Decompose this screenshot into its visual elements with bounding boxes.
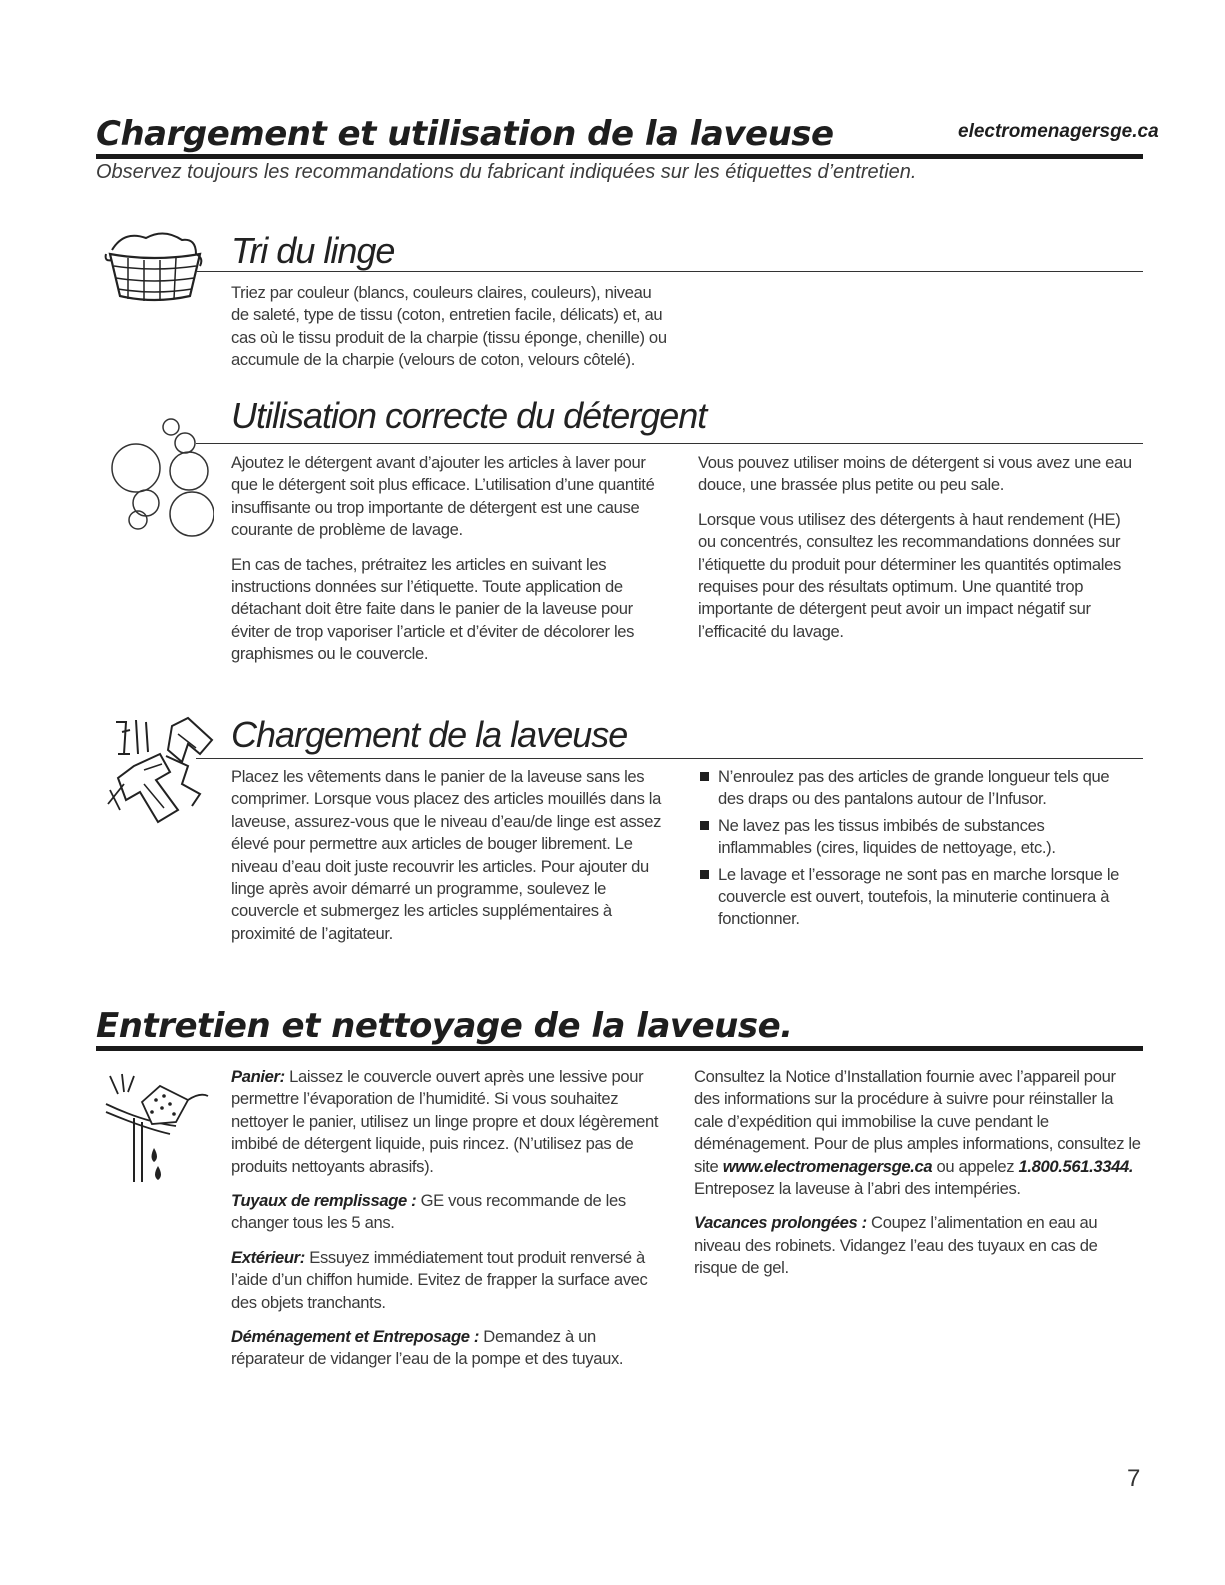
tuyaux-label: Tuyaux de remplissage : (231, 1191, 417, 1211)
bullet-square-icon (700, 870, 709, 879)
exterieur-paragraph (231, 1247, 671, 1314)
chargement-text: Placez les vêtements dans le panier de la laveuse sans les comprimer. Lorsque vous placez des articles mouillés dans la laveuse, assurez-vous que le niveau d’eau/de linge est assez élevé pour permettre aux articles de bouger librement. Le niveau d’eau doit juste recouvrir les articles. Pour ajouter du linge après avoir démarré un programme, soulevez le couvercle et submergez les articles supplémentaires à proximité de l’agitateur. (231, 767, 662, 943)
detergent-paragraph-4: Lorsque vous utilisez des détergents à haut rendement (HE) ou concentrés, consultez les recommandations données sur l’étiquette du produit pour déterminer les quantités optimales requises pour des résultats optimum. Une quantité trop importante de détergent peut avoir un impact négatif sur l’efficacité du lavage. (698, 509, 1121, 641)
demenagement-paragraph (231, 1326, 671, 1371)
detergent-paragraph-2: En cas de taches, prétraitez les articles en suivant les instructions données sur l’étiquette. Toute application de détachant doit être faite dans le panier de la laveuse pour éviter de trop vaporiser l’article et d’éviter de décolorer les graphismes ou le couvercle. (231, 554, 635, 664)
bullet-item (698, 815, 1138, 860)
page-number: 7 (1127, 1465, 1141, 1492)
section-title-entretien: Entretien et nettoyage de la laveuse. (96, 1006, 793, 1046)
detergent-right-column (698, 452, 1138, 655)
panier-text: Laissez le couvercle ouvert après une lessive pour permettre l’évaporation de l’humidité. Si vous souhaitez nettoyer le panier, utilisez un linge propre et doux légèrement imbibé de détergent liquide, puis rincez. (N’utilisez pas de produits nettoyants abrasifs). (231, 1067, 659, 1176)
entretien-right-column (694, 1066, 1142, 1292)
tuyaux-paragraph (231, 1190, 671, 1235)
demenagement-label: Déménagement et Entreposage : (231, 1327, 480, 1347)
heading-chargement: Chargement de la laveuse (231, 714, 628, 755)
demenagement-text: Demandez à un réparateur de vidanger l’eau de la pompe et des tuyaux. (231, 1327, 624, 1369)
vacances-paragraph (694, 1212, 1142, 1279)
chargement-bullet-list (698, 766, 1138, 935)
tuyaux-text: GE vous recommande de les changer tous les 5 ans. (231, 1191, 626, 1233)
section-rule-detergent (196, 443, 1143, 444)
consult-text-1: Consultez la Notice d’Installation fournie avec l’appareil pour des informations sur la procédure à suivre pour réinstaller la cale d’expédition qui immobilise la cuve pendant le déménagement. Pour de plus amples informations, consultez le site (694, 1067, 1141, 1176)
tub-sponge-icon (104, 1070, 212, 1190)
bullet-item (698, 766, 1138, 811)
exterieur-label: Extérieur: (231, 1247, 305, 1267)
website-link-inline[interactable]: www.electromenagersge.ca (722, 1156, 933, 1176)
website-link[interactable]: electromenagersge.ca (958, 121, 1159, 142)
phone-number: 1.800.561.3344. (1018, 1156, 1134, 1176)
entretien-left-column (231, 1066, 671, 1383)
page-title: Chargement et utilisation de la laveuse (96, 114, 834, 154)
section-rule-chargement (196, 758, 1143, 759)
exterieur-text: Essuyez immédiatement tout produit renversé à l’aide d’un chiffon humide. Evitez de frapper la surface avec des objets tranchants. (231, 1247, 648, 1312)
entretien-rule (96, 1046, 1143, 1051)
clothes-icon (104, 714, 220, 826)
tri-text: Triez par couleur (blancs, couleurs claires, couleurs), niveau de saleté, type de tissu (coton, entretien facile, délicats) et, au cas où le tissu produit de la charpie (tissu éponge, chenille) ou accumule de la charpie (velours de coton, velours côtelé). (231, 283, 667, 370)
detergent-left-column (231, 452, 671, 678)
heading-tri-du-linge: Tri du linge (231, 230, 395, 271)
panier-paragraph (231, 1066, 671, 1178)
heading-detergent: Utilisation correcte du détergent (231, 395, 707, 436)
bullet-text: Le lavage et l’essorage ne sont pas en marche lorsque le couvercle est ouvert, toutefois, la minuterie continuera à fonctionner. (718, 864, 1120, 929)
consult-paragraph (694, 1066, 1142, 1200)
bubbles-icon (108, 416, 214, 540)
bullet-square-icon (700, 821, 709, 830)
detergent-paragraph-3: Vous pouvez utiliser moins de détergent si vous avez une eau douce, une brassée plus petite ou peu sale. (698, 453, 1132, 495)
laundry-basket-icon (104, 226, 204, 316)
vacances-text: Coupez l’alimentation en eau au niveau des robinets. Vidangez l’eau des tuyaux en cas de risque de gel. (694, 1213, 1098, 1278)
bullet-text: N’enroulez pas des articles de grande longueur tels que des draps ou des pantalons autour de l’Infusor. (718, 767, 1110, 809)
page-subtitle: Observez toujours les recommandations du fabricant indiquées sur les étiquettes d’entretien. (96, 161, 917, 183)
bullet-square-icon (700, 772, 709, 781)
panier-label: Panier: (231, 1067, 285, 1086)
consult-text-2: ou appelez (932, 1156, 1019, 1176)
title-rule (96, 154, 1143, 159)
section-rule-tri (196, 271, 1143, 272)
detergent-paragraph-1: Ajoutez le détergent avant d’ajouter les articles à laver pour que le détergent soit plus efficace. L’utilisation d’une quantité insuffisante ou trop importante de détergent est une cause courante de problème de lavage. (231, 453, 655, 540)
bullet-item (698, 864, 1138, 931)
consult-text-3: Entreposez la laveuse à l’abri des intempéries. (694, 1179, 1021, 1199)
vacances-label: Vacances prolongées : (694, 1213, 867, 1233)
bullet-text: Ne lavez pas les tissus imbibés de substances inflammables (cires, liquides de nettoyage, etc.). (718, 815, 1056, 858)
